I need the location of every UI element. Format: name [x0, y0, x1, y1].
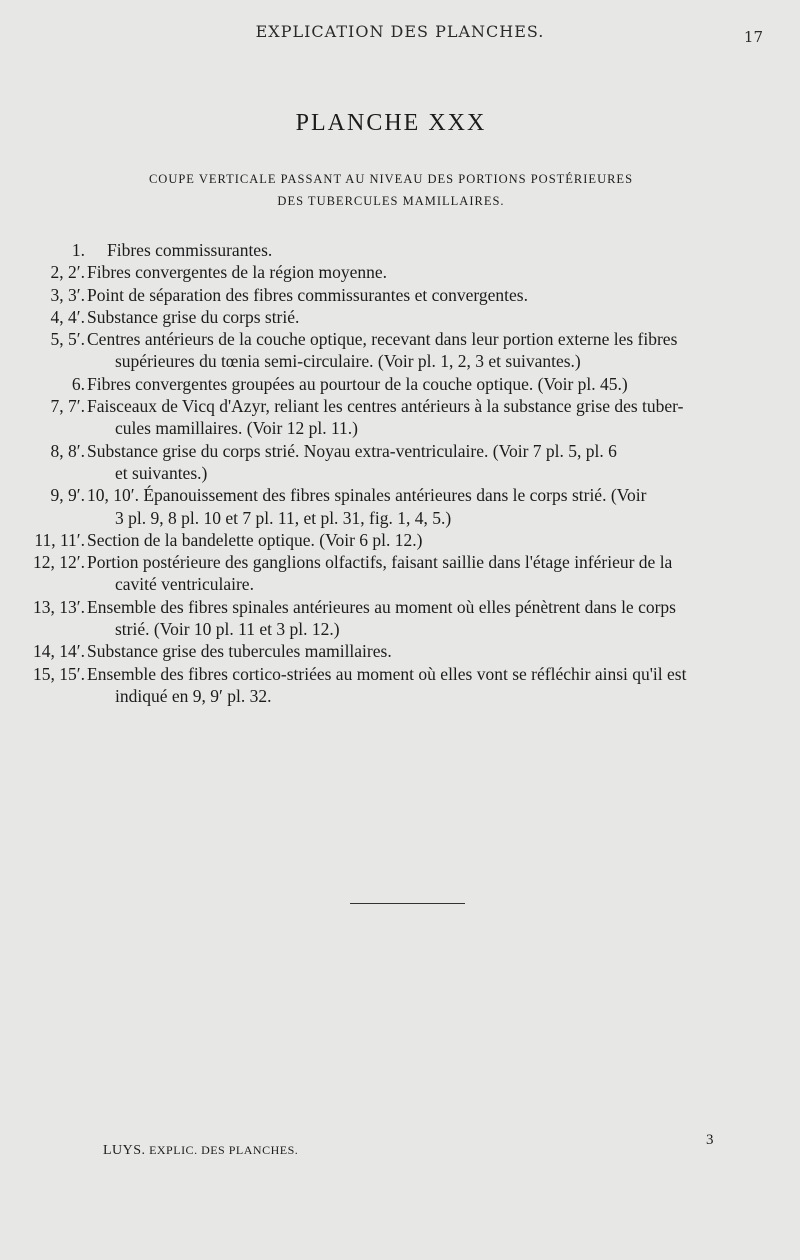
legend-entry: [0, 529, 800, 551]
entry-continuation: 3 pl. 9, 8 pl. 10 et 7 pl. 11, et pl. 31, fig. 1, 4, 5.): [115, 507, 452, 528]
entry-text: Ensemble des fibres spinales antérieures au moment où elles pénètrent dans le corps: [87, 596, 676, 617]
entry-number: 13, 13′.: [33, 596, 85, 617]
signature-mark: 3: [706, 1132, 714, 1148]
legend-entry: [0, 440, 800, 485]
entry-text: Faisceaux de Vicq d'Azyr, reliant les centres antérieurs à la substance grise des tuber-: [87, 396, 684, 417]
plate-subtitle: [0, 168, 782, 212]
footer-book: EXPLIC. DES PLANCHES.: [149, 1143, 299, 1157]
entry-continuation: cules mamillaires. (Voir 12 pl. 11.): [115, 418, 359, 439]
entry-number: 11, 11′.: [34, 529, 85, 550]
legend-entry: [0, 640, 800, 662]
subtitle-line: DES TUBERCULES MAMILLAIRES.: [277, 194, 505, 208]
entry-continuation: strié. (Voir 10 pl. 11 et 3 pl. 12.): [115, 619, 340, 640]
entry-text: Substance grise du corps strié. Noyau extra-ventriculaire. (Voir 7 pl. 5, pl. 6: [87, 440, 617, 461]
entry-number: 5, 5′.: [50, 329, 85, 350]
legend-entry: [0, 596, 800, 641]
entry-text: Fibres commissurantes.: [107, 240, 273, 260]
entry-continuation: supérieures du tœnia semi-circulaire. (Voir pl. 1, 2, 3 et suivantes.): [115, 351, 581, 372]
legend-entry: [0, 395, 800, 440]
subtitle-line: COUPE VERTICALE PASSANT AU NIVEAU DES PORTIONS POSTÉRIEURES: [148, 172, 634, 186]
entry-text: Substance grise du corps strié.: [87, 306, 300, 327]
entry-text: Substance grise des tubercules mamillaires.: [87, 641, 392, 662]
legend-entry: [0, 239, 800, 261]
entry-text: Section de la bandelette optique. (Voir 6 pl. 12.): [87, 529, 423, 550]
entry-number: 2, 2′.: [50, 262, 85, 283]
entry-number: 6.: [71, 373, 85, 394]
legend-entry: [0, 484, 800, 529]
entry-number: 14, 14′.: [33, 641, 85, 662]
entry-continuation: indiqué en 9, 9′ pl. 32.: [115, 685, 272, 706]
running-title: EXPLICATION DES PLANCHES.: [255, 22, 545, 41]
entry-number: 9, 9′.: [50, 485, 85, 506]
entry-text: Fibres convergentes groupées au pourtour de la couche optique. (Voir pl. 45.): [87, 373, 628, 394]
footer-imprint: [103, 1143, 298, 1159]
legend-entry: [0, 306, 800, 328]
entry-number: 12, 12′.: [33, 552, 85, 573]
legend-entry: [0, 328, 800, 373]
legend-list: [0, 239, 800, 707]
entry-text: Fibres convergentes de la région moyenne.: [87, 262, 388, 283]
entry-number: 7, 7′.: [50, 396, 85, 417]
entry-number: 15, 15′.: [33, 663, 85, 684]
entry-number: 3, 3′.: [50, 284, 85, 305]
entry-continuation: cavité ventriculaire.: [115, 574, 254, 595]
plate-title: PLANCHE XXX: [295, 110, 487, 136]
page-number: 17: [743, 28, 763, 46]
entry-continuation: et suivantes.): [115, 462, 208, 483]
legend-entry: [0, 663, 800, 708]
entry-text: Ensemble des fibres cortico-striées au moment où elles vont se réfléchir ainsi qu'il est: [87, 663, 687, 684]
entry-number: 1.: [71, 240, 85, 260]
entry-text: Centres antérieurs de la couche optique, recevant dans leur portion externe les fibres: [87, 329, 678, 350]
entry-text: Point de séparation des fibres commissurantes et convergentes.: [87, 284, 528, 305]
entry-text: 10, 10′. Épanouissement des fibres spinales antérieures dans le corps strié. (Voir: [87, 485, 647, 506]
entry-text: Portion postérieure des ganglions olfactifs, faisant saillie dans l'étage inférieur de la: [87, 552, 673, 573]
legend-entry: [0, 284, 800, 306]
section-divider: [350, 903, 465, 904]
entry-number: 4, 4′.: [50, 306, 85, 327]
entry-number: 8, 8′.: [50, 440, 85, 461]
footer-author: LUYS.: [103, 1143, 146, 1158]
legend-entry: [0, 551, 800, 596]
legend-entry: [0, 261, 800, 283]
legend-entry: [0, 373, 800, 395]
